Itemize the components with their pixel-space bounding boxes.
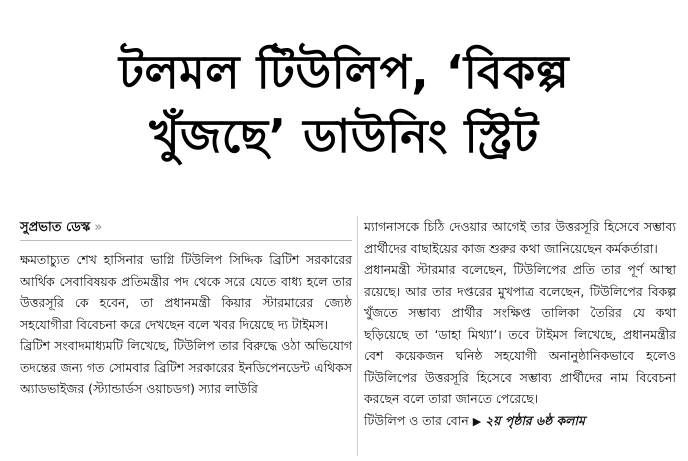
article-paragraph-2: ব্রিটিশ সংবাদমাধ্যমটি লিখেছে, টিউলিপ তার বিরুদ্ধে ওঠা অভিযোগ তদন্তের জন্য গত সোমবার ব্রিটিশ সরকারের ইনডিপেনডেন্ট এথিকস অ্যাডভাইজর (স্ট্যান্ডার্ডস ওয়াচডগ) স্যার লাউরি xyxy=(20,338,352,396)
byline xyxy=(20,216,352,241)
column-divider xyxy=(357,216,358,456)
left-column xyxy=(20,216,352,400)
chevron-right-icon: » xyxy=(94,220,103,235)
article-paragraph-1: ক্ষমতাচ্যুত শেখ হাসিনার ভাগ্নি টিউলিপ সিদ্দিক ব্রিটিশ সরকারের আর্থিক সেবাবিষয়ক প্রতিমন্ত্রীর পদ থেকে সরে যেতে বাধ্য হলে তার উত্তরসূরি কে হবেন, তা প্রধানমন্ত্রী কিয়ার স্টারমারের জ্যেষ্ঠ সহযোগীরা বিবেচনা করে দেখছেন বলে খবর দিয়েছে দ্য টাইমস। xyxy=(20,252,352,332)
continuation-page-ref: ২য় পৃষ্ঠার ৬ষ্ঠ কলাম xyxy=(485,412,585,428)
continuation-line[interactable] xyxy=(364,410,676,433)
continuation-text: টিউলিপ ও তার বোন xyxy=(364,412,469,428)
desk-name: সুপ্রভাত ডেস্ক xyxy=(20,220,91,235)
article-paragraph-4: প্রধানমন্ত্রী স্টারমার বলেছেন, টিউলিপের প্রতি তার পূর্ণ আস্থা রয়েছে। আর তার দপ্তরের মুখপাত্র বলেছেন, টিউলিপের বিকল্প খুঁজতে সম্ভাব্য প্রার্থীর সংক্ষিপ্ত তালিকা তৈরির যে কথা ছড়িয়েছে তা ‘ডাহা মিথ্যা’। তবে টাইমস লিখেছে, প্রধানমন্ত্রীর বেশ কয়েকজন ঘনিষ্ঠ সহযোগী অনানুষ্ঠানিকভাবে হলেও টিউলিপের উত্তরসূরি হিসেবে সম্ভাব্য প্রার্থীদের নাম বিবেচনা করছেন বলে তারা জানতে পেরেছে। xyxy=(364,262,676,406)
article-paragraph-3: ম্যাগনাসকে চিঠি দেওয়ার আগেই তার উত্তরসূরি হিসেবে সম্ভাব্য প্রার্থীদের বাছাইয়ের কাজ শুরুর কথা জানিয়েছেন কর্মকর্তারা। xyxy=(364,219,676,256)
right-column xyxy=(364,216,676,432)
headline-line-1: টলমল টিউলিপ, ‘বিকল্প xyxy=(118,45,570,99)
play-arrow-icon: ▶ xyxy=(472,414,482,428)
headline xyxy=(0,40,688,168)
headline-line-2: খুঁজছে’ ডাউনিং স্ট্রিট xyxy=(149,109,539,163)
